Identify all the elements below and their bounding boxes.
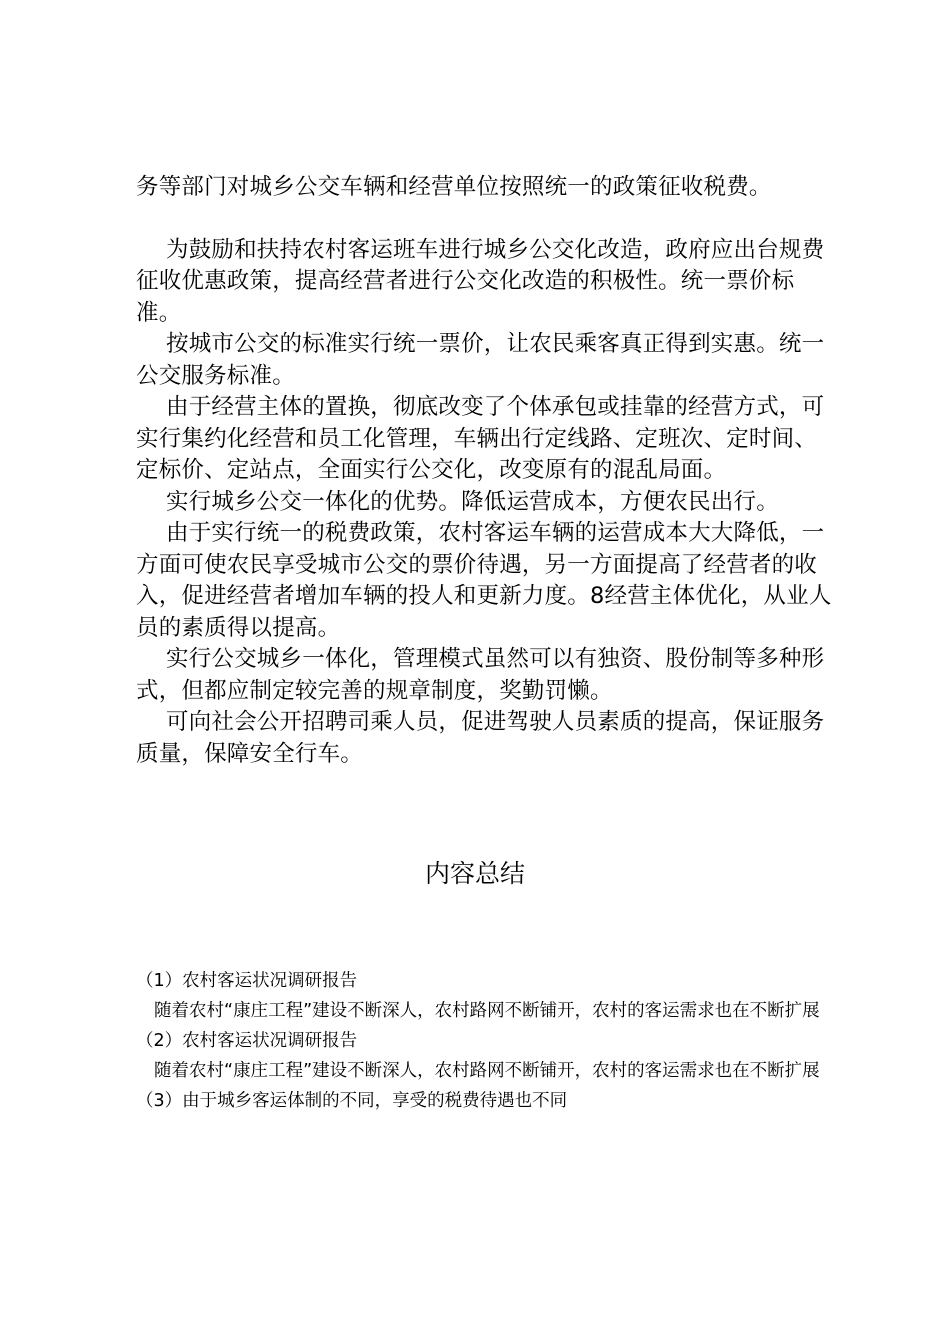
summary-item-body: 随着农村“康庄工程”建设不断深人，农村路网不断铺开，农村的客运需求也在不断扩展 xyxy=(154,1061,820,1081)
paragraph: 实行公交城乡一体化，管理模式虽然可以有独资、股份制等多种形式，但都应制定较完善的规章制度，奖勤罚懒。 xyxy=(136,646,825,704)
paragraph: 为鼓励和扶持农村客运班车进行城乡公交化改造，政府应出台规费征收优惠政策，提高经营者进行公交化改造的积极性。统一票价标准。 xyxy=(136,236,825,326)
paragraph: 按城市公交的标准实行统一票价，让农民乘客真正得到实惠。统一公交服务标准。 xyxy=(136,331,825,389)
paragraph: 可向社会公开招聘司乘人员，促进驾驶人员素质的提高，保证服务质量，保障安全行车。 xyxy=(136,709,825,767)
paragraph: 由于实行统一的税费政策，农村客运车辆的运营成本大大降低，一方面可使农民享受城市公交的票价待遇，另一方面提高了经营者的收入，促进经营者增加车辆的投人和更新力度。8经营主体优化，从业人员的素质得以提高。 xyxy=(136,520,832,641)
summary-heading: 内容总结 xyxy=(424,859,525,888)
summary-item-title: （1）农村客运状况调研报告 xyxy=(136,971,358,991)
summary-item-title: （2）农村客运状况调研报告 xyxy=(136,1031,358,1051)
paragraph: 实行城乡公交一体化的优势。降低运营成本，方便农民出行。 xyxy=(166,488,779,515)
paragraph-spacer xyxy=(136,204,836,235)
paragraph: 由于经营主体的置换，彻底改变了个体承包或挂靠的经营方式，可实行集约化经营和员工化管理，车辆出行定线路、定班次、定时间、定标价、定站点，全面实行公交化，改变原有的混乱局面。 xyxy=(136,394,825,483)
paragraph: 务等部门对城乡公交车辆和经营单位按照统一的政策征收税费。 xyxy=(136,174,772,200)
summary-item-title: （3）由于城乡客运体制的不同，享受的税费待遇也不同 xyxy=(136,1091,568,1111)
document-body xyxy=(136,172,836,770)
summary-item-body: 随着农村“康庄工程”建设不断深人，农村路网不断铺开，农村的客运需求也在不断扩展 xyxy=(154,1001,820,1021)
summary-list xyxy=(136,966,826,1116)
